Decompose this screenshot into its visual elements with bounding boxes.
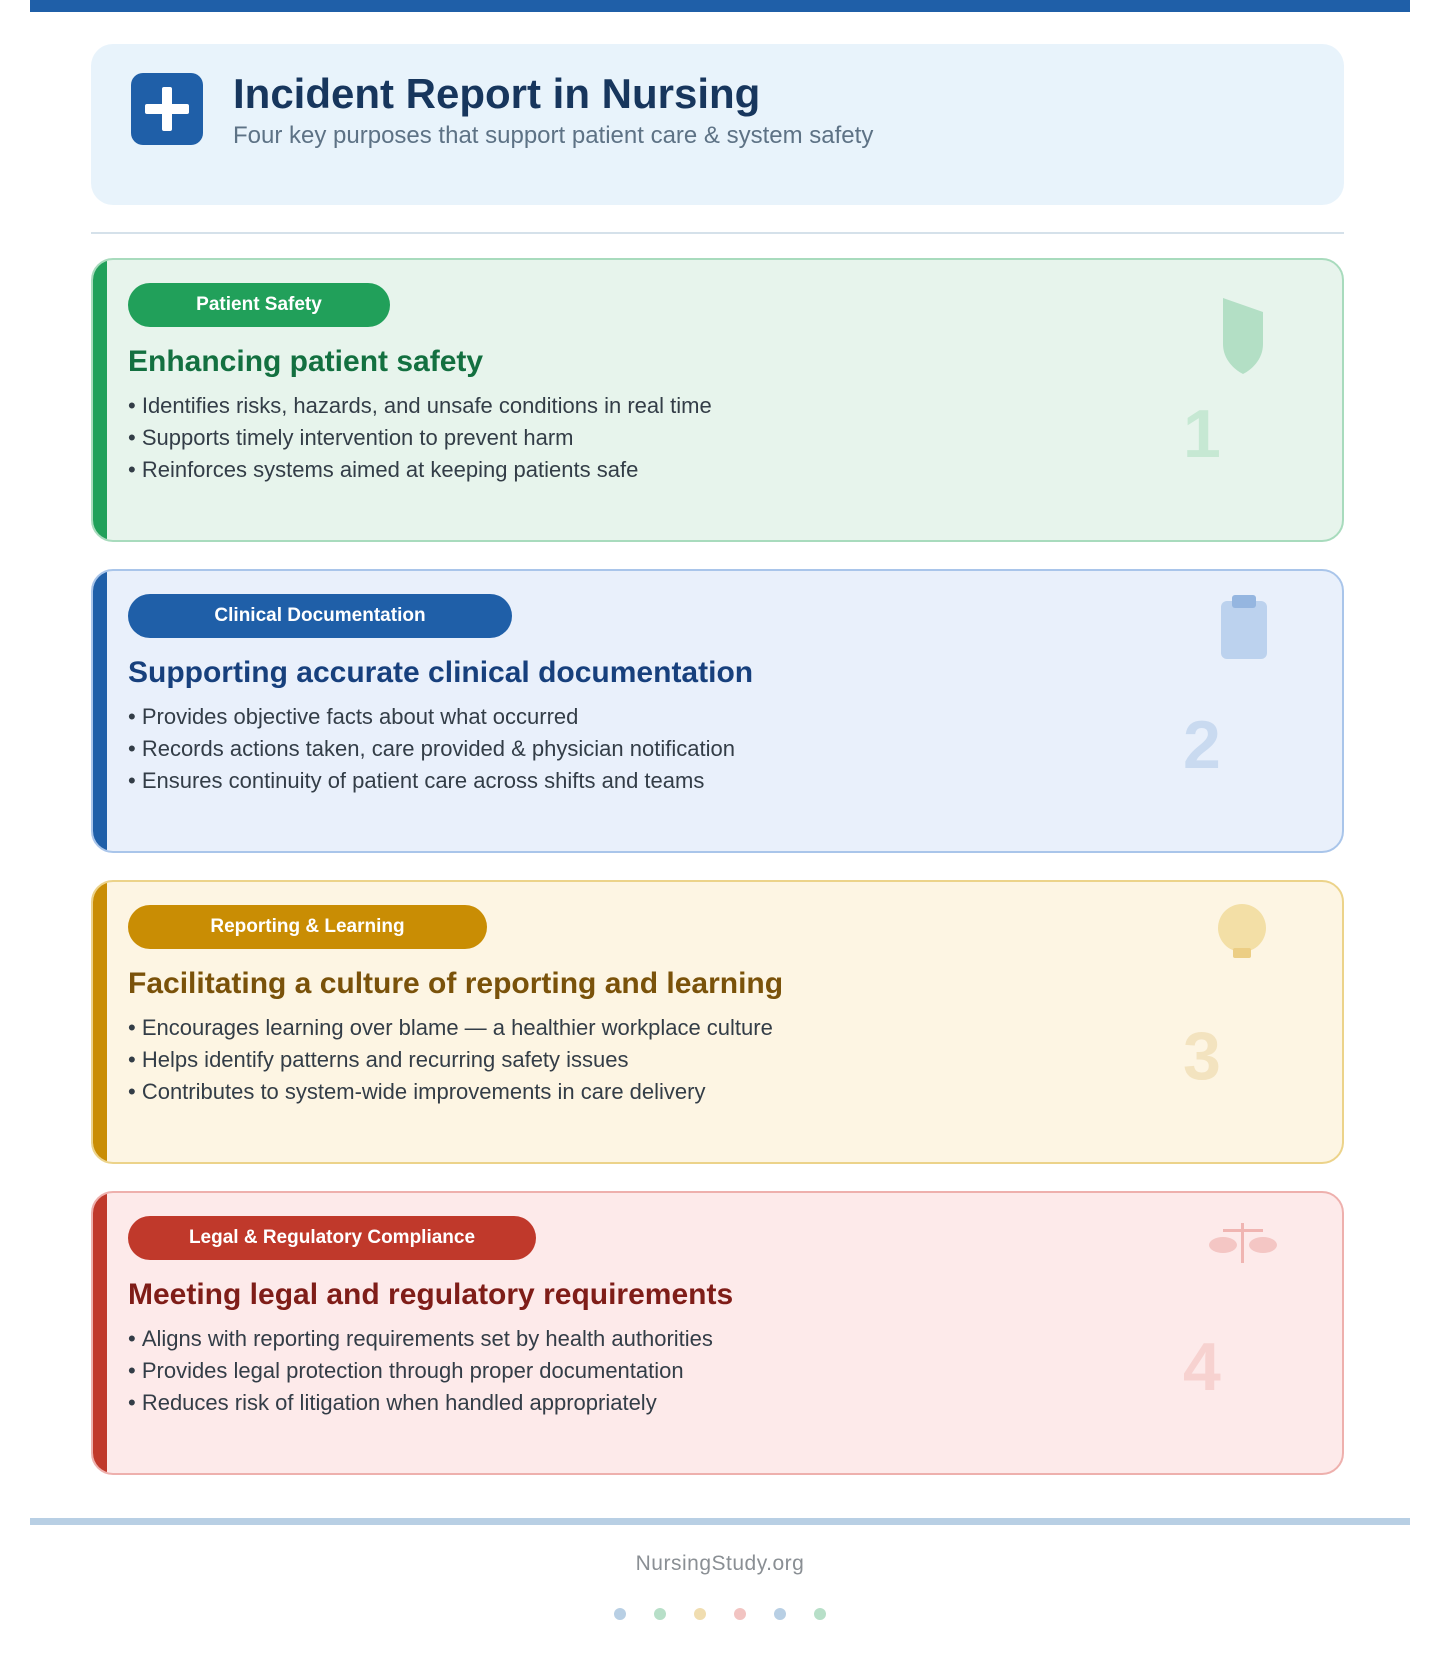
card-accent-bar [91,258,107,542]
clipboard-icon [1221,595,1267,664]
card-accent-bar [91,569,107,853]
bullet-item: • Records actions taken, care provided & physician notification [128,733,735,765]
footer-dot [774,1608,786,1620]
card-number: 2 [1183,707,1221,783]
footer-divider [30,1518,1410,1525]
footer-dot [814,1608,826,1620]
top-accent-bar [30,0,1410,12]
header-divider [91,232,1344,234]
bullet-item: • Contributes to system-wide improvements in care delivery [128,1076,773,1108]
footer-dot [694,1608,706,1620]
shield-icon [1223,298,1263,381]
card-title: Enhancing patient safety [128,345,484,378]
card-title: Facilitating a culture of reporting and learning [128,967,784,1000]
purpose-card-clinical-documentation [91,569,1344,853]
purpose-card-reporting-learning [91,880,1344,1164]
purpose-card-patient-safety [91,258,1344,542]
bullet-item: • Supports timely intervention to prevent harm [128,422,712,454]
footer-brand: NursingStudy.org [635,1552,805,1575]
bullet-list [128,390,712,486]
footer-dot [734,1608,746,1620]
bullet-item: • Provides legal protection through proper documentation [128,1355,713,1387]
card-accent-bar [91,1191,107,1475]
card-number: 4 [1183,1329,1221,1405]
bullet-item: • Encourages learning over blame — a healthier workplace culture [128,1012,773,1044]
purpose-card-legal-compliance [91,1191,1344,1475]
page-title: Incident Report in Nursing [233,70,761,117]
bullet-item: • Ensures continuity of patient care across shifts and teams [128,765,735,797]
bullet-list [128,1012,773,1108]
page-subtitle: Four key purposes that support patient care & system safety [233,122,874,149]
category-badge: Clinical Documentation [128,594,512,638]
bullet-list [128,1323,713,1419]
header-card [91,44,1344,205]
bullet-item: • Helps identify patterns and recurring safety issues [128,1044,773,1076]
bullet-item: • Aligns with reporting requirements set by health authorities [128,1323,713,1355]
card-title: Meeting legal and regulatory requirements [128,1278,734,1311]
bullet-item: • Identifies risks, hazards, and unsafe conditions in real time [128,390,712,422]
card-title: Supporting accurate clinical documentation [128,656,754,689]
bullet-list [128,701,735,797]
card-accent-bar [91,880,107,1164]
card-number: 1 [1183,396,1221,472]
footer-dot [614,1608,626,1620]
scales-icon [1209,1223,1277,1270]
category-badge: Reporting & Learning [128,905,487,949]
medical-cross-icon [131,73,203,145]
category-badge: Legal & Regulatory Compliance [128,1216,536,1260]
lightbulb-icon [1217,904,1267,965]
card-number: 3 [1183,1018,1221,1094]
footer-dots [0,1608,1440,1620]
bullet-item: • Provides objective facts about what occurred [128,701,735,733]
bullet-item: • Reinforces systems aimed at keeping patients safe [128,454,712,486]
category-badge: Patient Safety [128,283,390,327]
footer-dot [654,1608,666,1620]
bullet-item: • Reduces risk of litigation when handled appropriately [128,1387,713,1419]
